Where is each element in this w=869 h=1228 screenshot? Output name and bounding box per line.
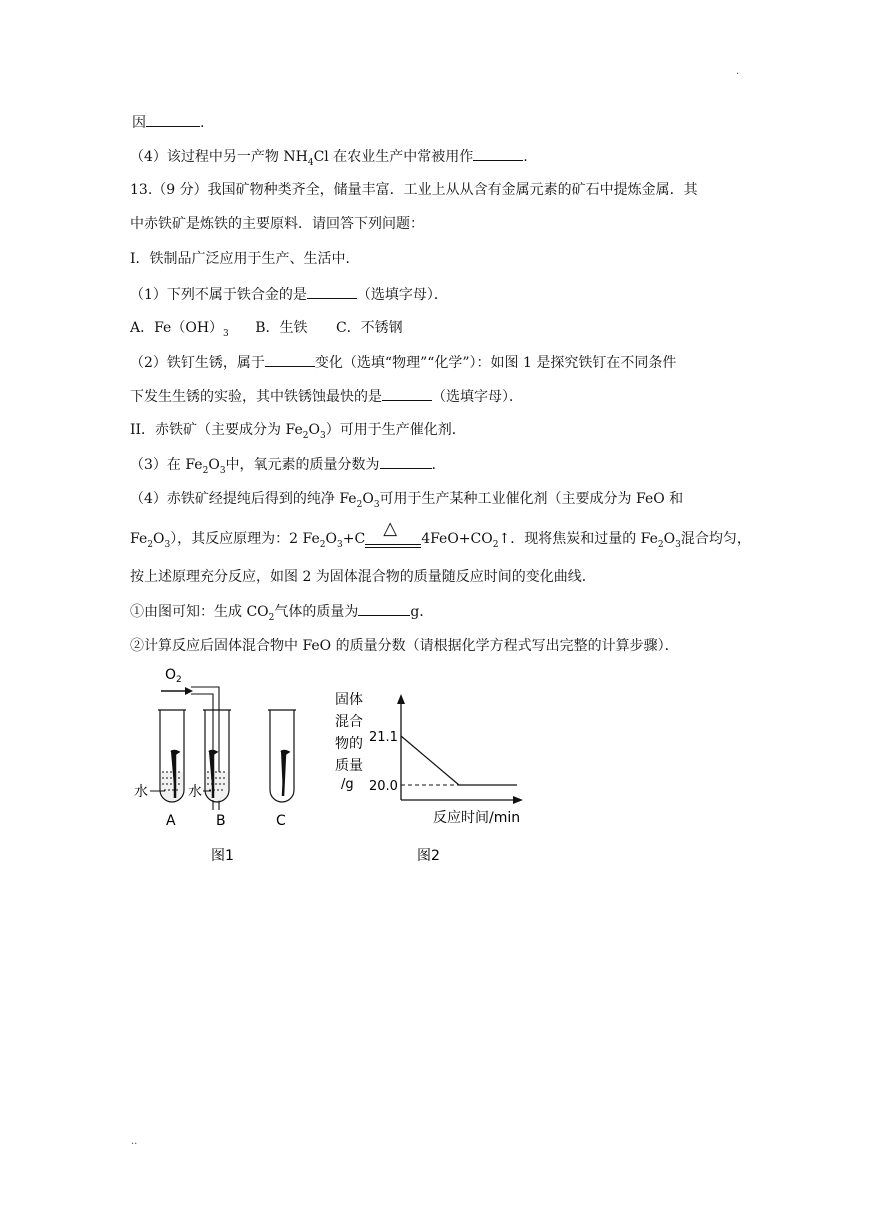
- y-tick-label: 20.0: [369, 779, 398, 794]
- question-3-line: [130, 454, 436, 481]
- text: 4FeO+CO: [421, 531, 493, 547]
- options-line: [130, 318, 403, 344]
- text: .: [200, 115, 205, 131]
- text: O: [308, 422, 320, 438]
- text: （1）下列不属于铁合金的是: [130, 287, 307, 303]
- y-tick-label: 21.1: [369, 730, 398, 745]
- sub-question-1-line: [130, 601, 433, 628]
- text-line-1: [132, 112, 204, 133]
- text: 中，氧元素的质量分数为: [225, 457, 380, 473]
- subscript: 2: [657, 539, 664, 550]
- series-line: [401, 736, 517, 785]
- text: Fe: [130, 531, 148, 547]
- test-tube-c: [268, 710, 296, 802]
- question-13-line-2: 中赤铁矿是炼铁的主要原料．请回答下列问题：: [130, 216, 424, 232]
- text: 气体的质量为: [274, 604, 359, 620]
- section-I-heading: I．铁制品广泛应用于生产、生活中．: [130, 251, 360, 267]
- subscript: 2: [202, 465, 209, 476]
- question-4-line-2: [130, 517, 751, 555]
- text: O: [325, 531, 337, 547]
- text: g．: [410, 604, 434, 620]
- question-2-line-2: [130, 386, 523, 407]
- y-axis-label-line: 固体: [335, 692, 363, 708]
- test-tube-a: [158, 710, 186, 802]
- text: ）可用于生产催化剂．: [325, 422, 466, 438]
- tube-label-b: B: [216, 813, 226, 829]
- page-bottom-dots: ..: [131, 1136, 138, 1147]
- text: O: [362, 491, 374, 507]
- answer-blank[interactable]: [358, 601, 410, 616]
- question-13-line-1: 13.（9 分）我国矿物种类齐全，储量丰富．工业上从从含有金属元素的矿石中提炼金属．其: [130, 182, 698, 198]
- text: （4）赤铁矿经提纯后得到的纯净 Fe: [130, 491, 357, 507]
- heat-triangle-icon: △: [383, 517, 398, 539]
- section-II-heading: [130, 420, 466, 446]
- page-corner-dot: .: [736, 66, 740, 77]
- text: +C: [342, 531, 366, 547]
- y-axis-label: [335, 691, 363, 792]
- question-1-line: [130, 284, 448, 305]
- subscript: 3: [373, 499, 380, 510]
- x-axis-label: 反应时间/min: [433, 810, 521, 826]
- text-line-2: [130, 146, 528, 173]
- iron-nail: [281, 751, 288, 796]
- option-b: B．生铁: [255, 320, 308, 336]
- text: （选填字母）．: [356, 287, 448, 303]
- o2-label: $O_2$: [165, 667, 182, 685]
- text: （4）该过程中另一产物 NH: [130, 149, 308, 165]
- text: 因: [132, 115, 146, 131]
- text: 下发生生锈的实验，其中铁锈蚀最快的是: [130, 389, 382, 405]
- text: ①由图可知：生成 CO: [130, 604, 269, 620]
- subscript: 3: [219, 465, 226, 476]
- answer-blank[interactable]: [382, 386, 432, 401]
- y-axis-label-line: 物的: [335, 736, 363, 752]
- subscript: 3: [223, 328, 229, 339]
- y-axis-label-line: /g: [341, 777, 354, 792]
- subscript: 2: [268, 612, 275, 623]
- subscript: 2: [302, 430, 309, 441]
- tube-label-c: C: [276, 813, 286, 829]
- text: II．赤铁矿（主要成分为 Fe: [130, 422, 303, 438]
- test-tube-b: [203, 710, 231, 802]
- text: （选填字母）．: [432, 389, 523, 405]
- text: 可用于生产某种工业催化剂（主要成分为 FeO 和: [379, 491, 684, 507]
- option-a: A．Fe（OH）: [130, 320, 224, 336]
- subscript: 2: [356, 499, 363, 510]
- figure-2-caption: 图2: [417, 848, 440, 864]
- text: ），其反应原理为：2 Fe: [170, 531, 320, 547]
- text: .: [431, 457, 436, 473]
- subscript: 2: [319, 539, 326, 550]
- text: O: [208, 457, 220, 473]
- question-4-line-3: 按上述原理充分反应，如图 2 为固体混合物的质量随反应时间的变化曲线．: [130, 569, 596, 585]
- figure-2-chart: [325, 688, 545, 872]
- answer-blank[interactable]: [380, 454, 432, 469]
- sub-question-2-line: ②计算反应后固体混合物中 FeO 的质量分数（请根据化学方程式写出完整的计算步骤）．: [130, 638, 679, 654]
- o2-arrow-icon: [161, 687, 193, 695]
- subscript: 3: [319, 430, 326, 441]
- y-axis-label-line: 质量: [335, 758, 363, 774]
- tube-label-a: A: [166, 813, 176, 829]
- text: （3）在 Fe: [130, 457, 203, 473]
- option-c: C．不锈钢: [335, 320, 403, 336]
- text: O: [152, 531, 165, 547]
- y-axis-label-line: 混合: [335, 714, 363, 730]
- reaction-condition-heat: [365, 517, 421, 555]
- answer-blank[interactable]: [265, 352, 315, 367]
- answer-blank[interactable]: [473, 146, 523, 161]
- figure-1-caption: 图1: [211, 848, 234, 864]
- subscript: 2: [492, 539, 499, 550]
- subscript: 3: [337, 539, 343, 550]
- subscript: 4: [307, 157, 314, 168]
- question-2-line-1: [130, 352, 676, 373]
- subscript: 3: [164, 539, 171, 550]
- figure-1-test-tubes: [125, 662, 325, 872]
- water-label-a: 水: [134, 784, 148, 800]
- text: （2）铁钉生锈，属于: [130, 355, 265, 371]
- text: Cl 在农业生产中常被用作: [313, 149, 474, 165]
- water-label-b: 水: [188, 784, 202, 800]
- text: 变化（选填“物理”“化学”）：如图 1 是探究铁钉在不同条件: [314, 355, 677, 371]
- answer-blank[interactable]: [146, 112, 200, 127]
- text: 混合均匀，: [680, 531, 751, 547]
- text: .: [523, 149, 528, 165]
- text: O: [663, 531, 676, 547]
- answer-blank[interactable]: [307, 284, 357, 299]
- subscript: 3: [675, 539, 681, 550]
- question-4-line-1: [130, 489, 683, 515]
- subscript: 2: [147, 539, 153, 550]
- text: ↑．现将焦炭和过量的 Fe: [498, 531, 658, 547]
